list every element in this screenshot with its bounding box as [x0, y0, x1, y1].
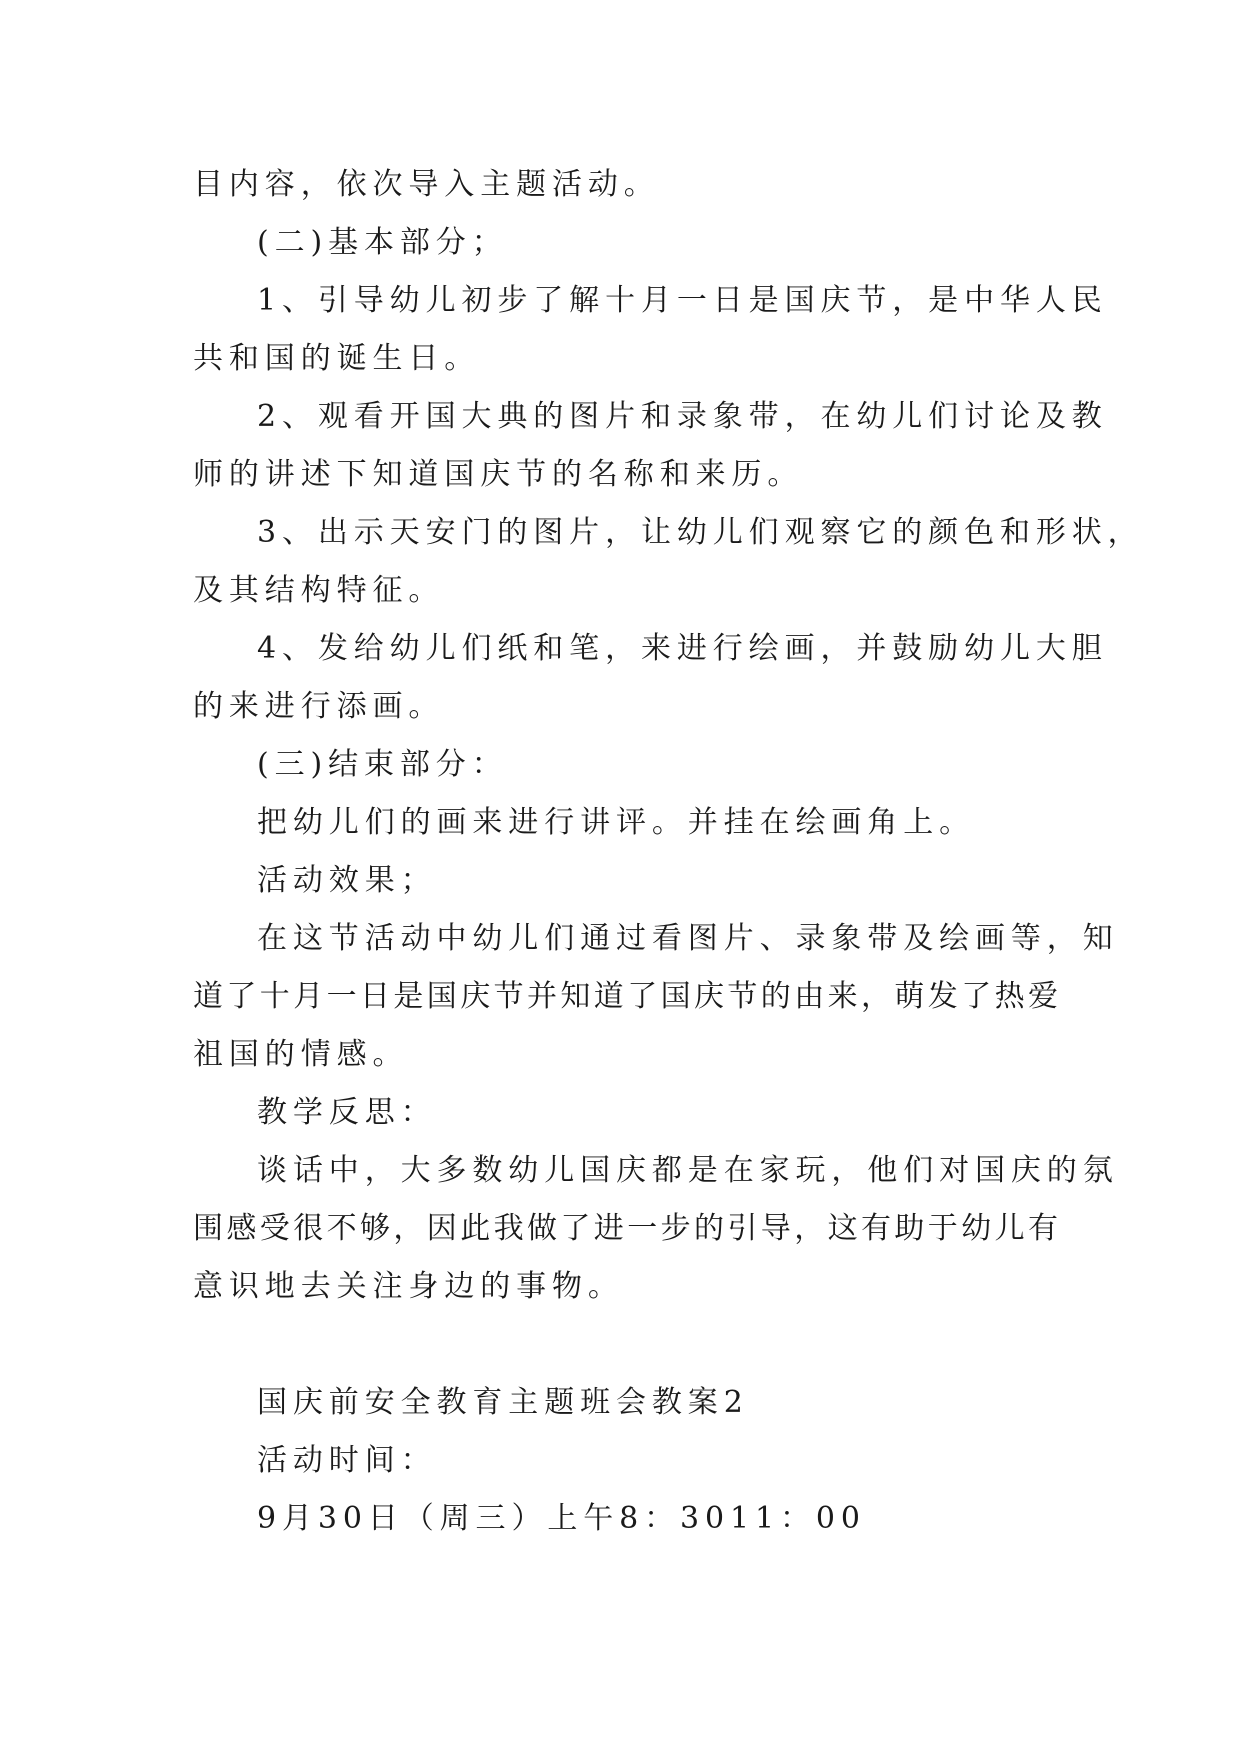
text-line: 目内容，依次导入主题活动。	[193, 167, 660, 202]
list-item: 3、出示天安门的图片，让幼儿们观察它的颜色和形状，	[257, 515, 1144, 550]
text-line: 及其结构特征。	[193, 573, 445, 608]
text-line: 的来进行添画。	[193, 689, 445, 724]
text-line: 师的讲述下知道国庆节的名称和来历。	[193, 457, 804, 492]
section-heading: 教学反思：	[257, 1095, 437, 1130]
text-line: 道了十月一日是国庆节并知道了国庆节的由来，萌发了热爱	[193, 979, 1062, 1014]
list-item: 4、发给幼儿们纸和笔，来进行绘画，并鼓励幼儿大胆	[257, 631, 1108, 666]
text-line: 意识地去关注身边的事物。	[193, 1269, 624, 1304]
document-title: 国庆前安全教育主题班会教案2	[257, 1385, 749, 1420]
section-heading: (三)结束部分：	[257, 747, 508, 782]
text-line: 把幼儿们的画来进行讲评。并挂在绘画角上。	[257, 805, 975, 840]
text-line: 围感受很不够，因此我做了进一步的引导，这有助于幼儿有	[193, 1211, 1062, 1246]
text-line: 在这节活动中幼儿们通过看图片、录象带及绘画等，知	[257, 921, 1119, 956]
section-heading: 活动效果；	[257, 863, 437, 898]
list-item: 2、观看开国大典的图片和录象带，在幼儿们讨论及教	[257, 399, 1108, 434]
text-line: 共和国的诞生日。	[193, 341, 481, 376]
section-heading: 活动时间：	[257, 1443, 437, 1478]
text-line: 9月30日（周三）上午8：3011：00	[257, 1501, 866, 1536]
section-heading: (二)基本部分；	[257, 225, 508, 260]
text-line: 谈话中，大多数幼儿国庆都是在家玩，他们对国庆的氛	[257, 1153, 1119, 1188]
list-item: 1、引导幼儿初步了解十月一日是国庆节，是中华人民	[257, 283, 1108, 318]
text-line: 祖国的情感。	[193, 1037, 409, 1072]
